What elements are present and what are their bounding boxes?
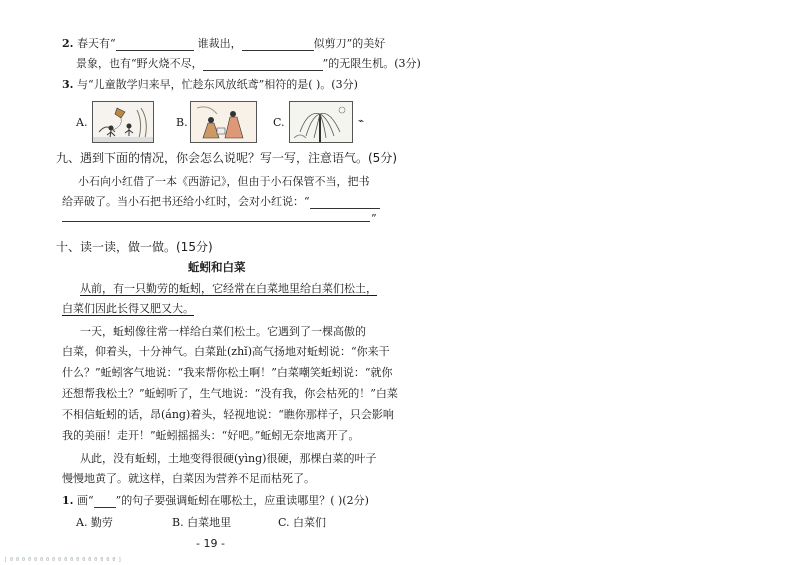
question-2-line-2: 景象，也有“野火烧不尽， ”的无限生机。(3分) bbox=[76, 57, 421, 70]
willow-tree-image bbox=[290, 102, 352, 142]
story-paragraph-2-line-4: 还想帮我松土？”蚯蚓听了，生气地说：“没有我，你会枯死的！”白菜 bbox=[62, 387, 398, 400]
section-10-title: 十、读一读，做一做。(15分) bbox=[56, 240, 213, 254]
section-9-title: 九、遇到下面的情况，你会怎么说呢？写一写，注意语气。(5分) bbox=[56, 151, 398, 165]
closing-quote: ” bbox=[371, 212, 377, 225]
answer-blank[interactable] bbox=[203, 59, 323, 71]
section-9-prompt-line-1: 小石向小红借了一本《西游记》，但由于小石保管不当，把书 bbox=[78, 175, 370, 188]
answer-blank[interactable] bbox=[310, 197, 380, 209]
story-paragraph-2-line-3: 什么？”蚯蚓客气地说：“我来帮你松土啊！”白菜嘲笑蚯蚓说：“就你 bbox=[62, 366, 393, 379]
section-9-prompt-line-2: 给弄破了。当小石把书还给小红时，会对小红说：“ bbox=[62, 195, 380, 209]
option-a-label[interactable]: A. bbox=[76, 116, 88, 129]
children-kite-image bbox=[93, 102, 153, 142]
sub-question-1-option-c[interactable]: C. 白菜们 bbox=[278, 516, 327, 529]
margin-mark: ⌁ bbox=[358, 116, 365, 127]
question-2-number: 2. bbox=[62, 37, 74, 50]
sub-question-1: 1. 画“ ”的句子要强调蚯蚓在哪松土，应重读哪里？( )(2分) bbox=[62, 494, 369, 507]
answer-blank[interactable] bbox=[242, 39, 314, 51]
kite-flying-illustration-c[interactable] bbox=[289, 101, 353, 143]
story-paragraph-3-line-2: 慢慢地黄了。就这样，白菜因为营养不足而枯死了。 bbox=[62, 472, 315, 485]
sub-question-1-option-a[interactable]: A. 勤劳 bbox=[76, 516, 113, 529]
story-paragraph-1-line-1: 从前，有一只勤劳的蚯蚓，它经常在白菜地里给白菜们松土， bbox=[80, 282, 377, 295]
story-paragraph-2-line-5: 不相信蚯蚓的话，昂(áng)着头，轻视地说：“瞧你那样子，只会影响 bbox=[62, 408, 394, 421]
story-title: 蚯蚓和白菜 bbox=[188, 260, 246, 274]
page-number: - 19 - bbox=[196, 537, 225, 550]
option-b-label[interactable]: B. bbox=[176, 116, 188, 129]
sub-question-1-option-b[interactable]: B. 白菜地里 bbox=[172, 516, 232, 529]
question-3-text: 3. 与“儿童散学归来早，忙趁东风放纸鸢”相符的是( )。(3分) bbox=[62, 78, 358, 91]
story-paragraph-3-line-1: 从此，没有蚯蚓，土地变得很硬(yìng)很硬，那棵白菜的叶子 bbox=[80, 452, 377, 465]
answer-line[interactable] bbox=[62, 221, 370, 222]
scan-footer-text: [ 0 0 0 0 0 0 0 0 0 0 0 0 0 0 0 0 0 0 ] bbox=[4, 557, 122, 563]
option-c-label[interactable]: C. bbox=[273, 116, 285, 129]
underline-sample bbox=[94, 496, 116, 508]
kite-flying-illustration-b[interactable] bbox=[190, 101, 257, 143]
story-paragraph-2-line-6: 我的美丽！走开！”蚯蚓摇摇头：“好吧。”蚯蚓无奈地离开了。 bbox=[62, 429, 360, 442]
kite-flying-illustration-a[interactable] bbox=[92, 101, 154, 143]
story-paragraph-2-line-1: 一天，蚯蚓像往常一样给白菜们松土。它遇到了一棵高傲的 bbox=[80, 325, 366, 338]
question-2-line-1: 2. 春天有“ 谁裁出， 似剪刀”的美好 bbox=[62, 37, 386, 50]
story-paragraph-1-line-2: 白菜们因此长得又肥又大。 bbox=[62, 302, 194, 315]
story-paragraph-2-line-2: 白菜，仰着头，十分神气。白菜趾(zhǐ)高气扬地对蚯蚓说：“你来干 bbox=[62, 345, 390, 358]
figures-reading-image bbox=[191, 102, 256, 142]
answer-blank[interactable] bbox=[116, 39, 194, 51]
